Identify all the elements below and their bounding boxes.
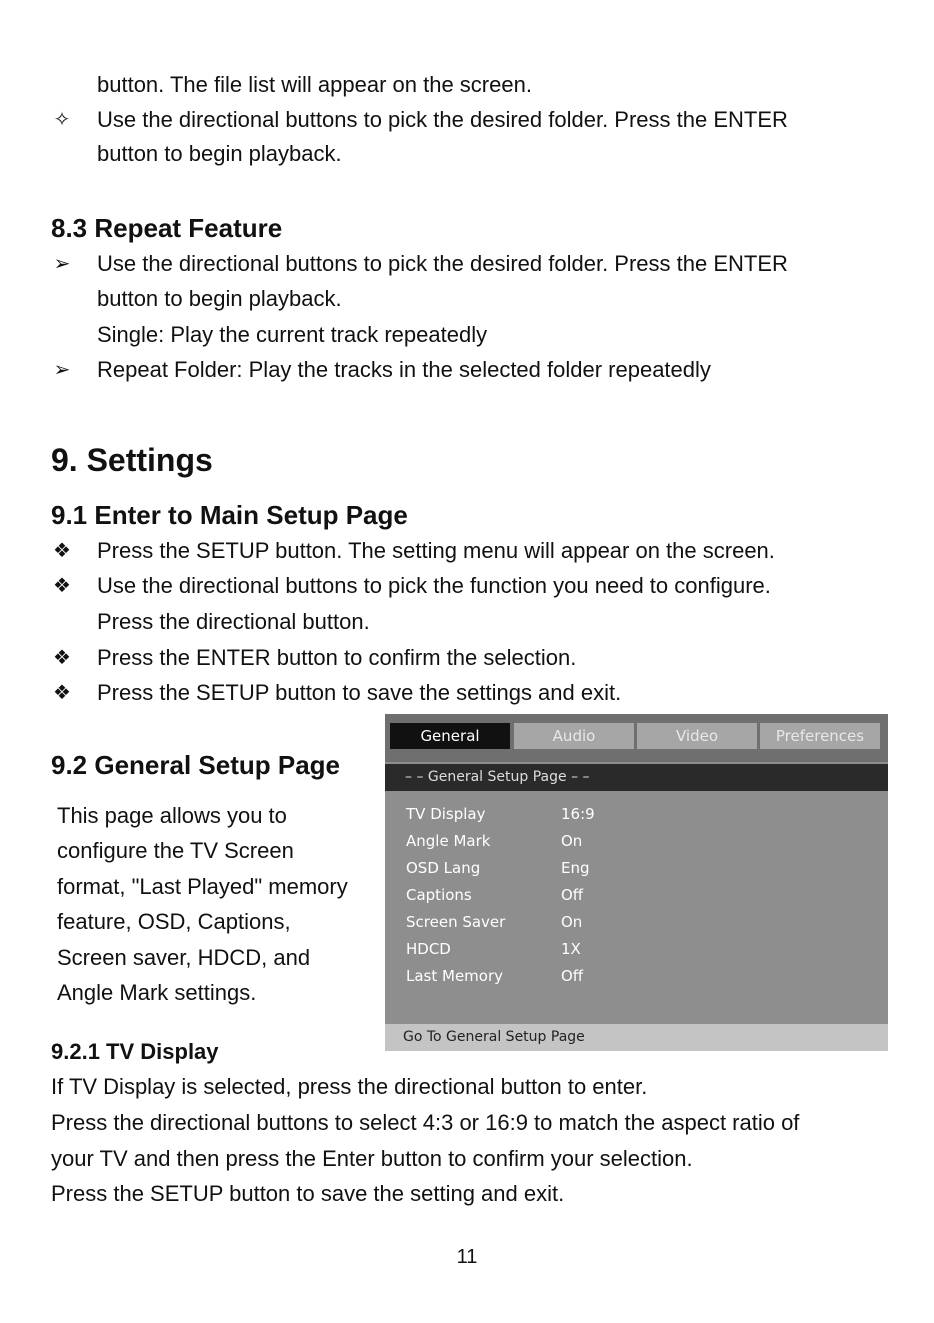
menu-row-label: Last Memory	[406, 967, 504, 985]
sec91-line-2: Use the directional buttons to pick the function you need to configure.	[97, 573, 771, 598]
menu-row-label: Angle Mark	[406, 832, 491, 850]
menu-row-value: Eng	[561, 859, 590, 877]
menu-row-last-memory[interactable]	[406, 963, 706, 990]
diamond-bullet-icon: ❖	[53, 575, 71, 597]
menu-row-value: Off	[561, 886, 584, 904]
sec92-para-line-2: configure the TV Screen	[57, 838, 294, 863]
sec92-para-line-6: Angle Mark settings.	[57, 980, 257, 1005]
menu-row-osd-lang[interactable]	[406, 855, 706, 882]
sec921-line-2: Press the directional buttons to select 4:3 or 16:9 to match the aspect ratio of	[51, 1110, 800, 1135]
menu-row-label: Captions	[406, 886, 472, 904]
heading-9-1: 9.1 Enter to Main Setup Page	[51, 500, 408, 530]
sec92-para-line-5: Screen saver, HDCD, and	[57, 945, 311, 970]
tab-general[interactable]: General	[390, 723, 510, 749]
sec83-line-4: Repeat Folder: Play the tracks in the selected folder repeatedly	[97, 357, 711, 382]
menu-row-label: OSD Lang	[406, 859, 481, 877]
heading-8-3: 8.3 Repeat Feature	[51, 213, 283, 243]
page-number: 11	[456, 1246, 478, 1268]
sec91-line-5: Press the SETUP button to save the settings and exit.	[97, 680, 622, 705]
menu-row-captions[interactable]	[406, 882, 706, 909]
intro-line-3: button to begin playback.	[97, 141, 342, 166]
sec921-line-1: If TV Display is selected, press the directional button to enter.	[51, 1074, 648, 1099]
arrow-bullet-icon: ➢	[53, 253, 71, 275]
menu-row-label: Screen Saver	[406, 913, 506, 931]
heading-9: 9. Settings	[51, 442, 213, 478]
sec92-para-line-3: format, "Last Played" memory	[57, 874, 348, 899]
general-setup-menu-screenshot	[385, 714, 888, 1051]
sec83-line-3: Single: Play the current track repeatedly	[97, 322, 488, 347]
heading-9-2-1: 9.2.1 TV Display	[51, 1039, 219, 1064]
menu-row-hdcd[interactable]	[406, 936, 706, 963]
menu-tab-bar	[385, 714, 888, 762]
diamond-bullet-icon: ❖	[53, 647, 71, 669]
sec83-line-2: button to begin playback.	[97, 286, 342, 311]
sec92-para-line-1: This page allows you to	[57, 803, 287, 828]
menu-row-value: On	[561, 832, 583, 850]
sec91-line-1: Press the SETUP button. The setting menu will appear on the screen.	[97, 538, 775, 563]
tab-audio[interactable]: Audio	[514, 723, 634, 749]
sec921-line-3: your TV and then press the Enter button to confirm your selection.	[51, 1146, 693, 1171]
tab-video[interactable]: Video	[637, 723, 757, 749]
menu-row-label: TV Display	[406, 805, 486, 823]
menu-row-value: 1X	[561, 940, 581, 958]
sec92-para-line-4: feature, OSD, Captions,	[57, 909, 291, 934]
menu-row-angle-mark[interactable]	[406, 828, 706, 855]
menu-row-label: HDCD	[406, 940, 451, 958]
arrow-bullet-icon: ➢	[53, 359, 71, 381]
menu-row-value: On	[561, 913, 583, 931]
intro-line-2: Use the directional buttons to pick the desired folder. Press the ENTER	[97, 107, 788, 132]
menu-row-screen-saver[interactable]	[406, 909, 706, 936]
sec91-line-3: Press the directional button.	[97, 609, 370, 634]
menu-row-tv-display[interactable]	[406, 801, 706, 828]
sec91-line-4: Press the ENTER button to confirm the selection.	[97, 645, 577, 670]
menu-row-value: Off	[561, 967, 584, 985]
menu-row-value: 16:9	[561, 805, 595, 823]
sec921-line-4: Press the SETUP button to save the setting and exit.	[51, 1181, 565, 1206]
star-bullet-icon: ✧	[53, 109, 71, 131]
diamond-bullet-icon: ❖	[53, 540, 71, 562]
diamond-bullet-icon: ❖	[53, 682, 71, 704]
intro-line-1: button. The file list will appear on the screen.	[97, 72, 532, 97]
menu-footer-hint: Go To General Setup Page	[385, 1024, 888, 1051]
menu-page-title: – – General Setup Page – –	[385, 764, 888, 791]
sec83-line-1: Use the directional buttons to pick the desired folder. Press the ENTER	[97, 251, 788, 276]
tab-preferences[interactable]: Preferences	[760, 723, 880, 749]
heading-9-2: 9.2 General Setup Page	[51, 750, 341, 780]
